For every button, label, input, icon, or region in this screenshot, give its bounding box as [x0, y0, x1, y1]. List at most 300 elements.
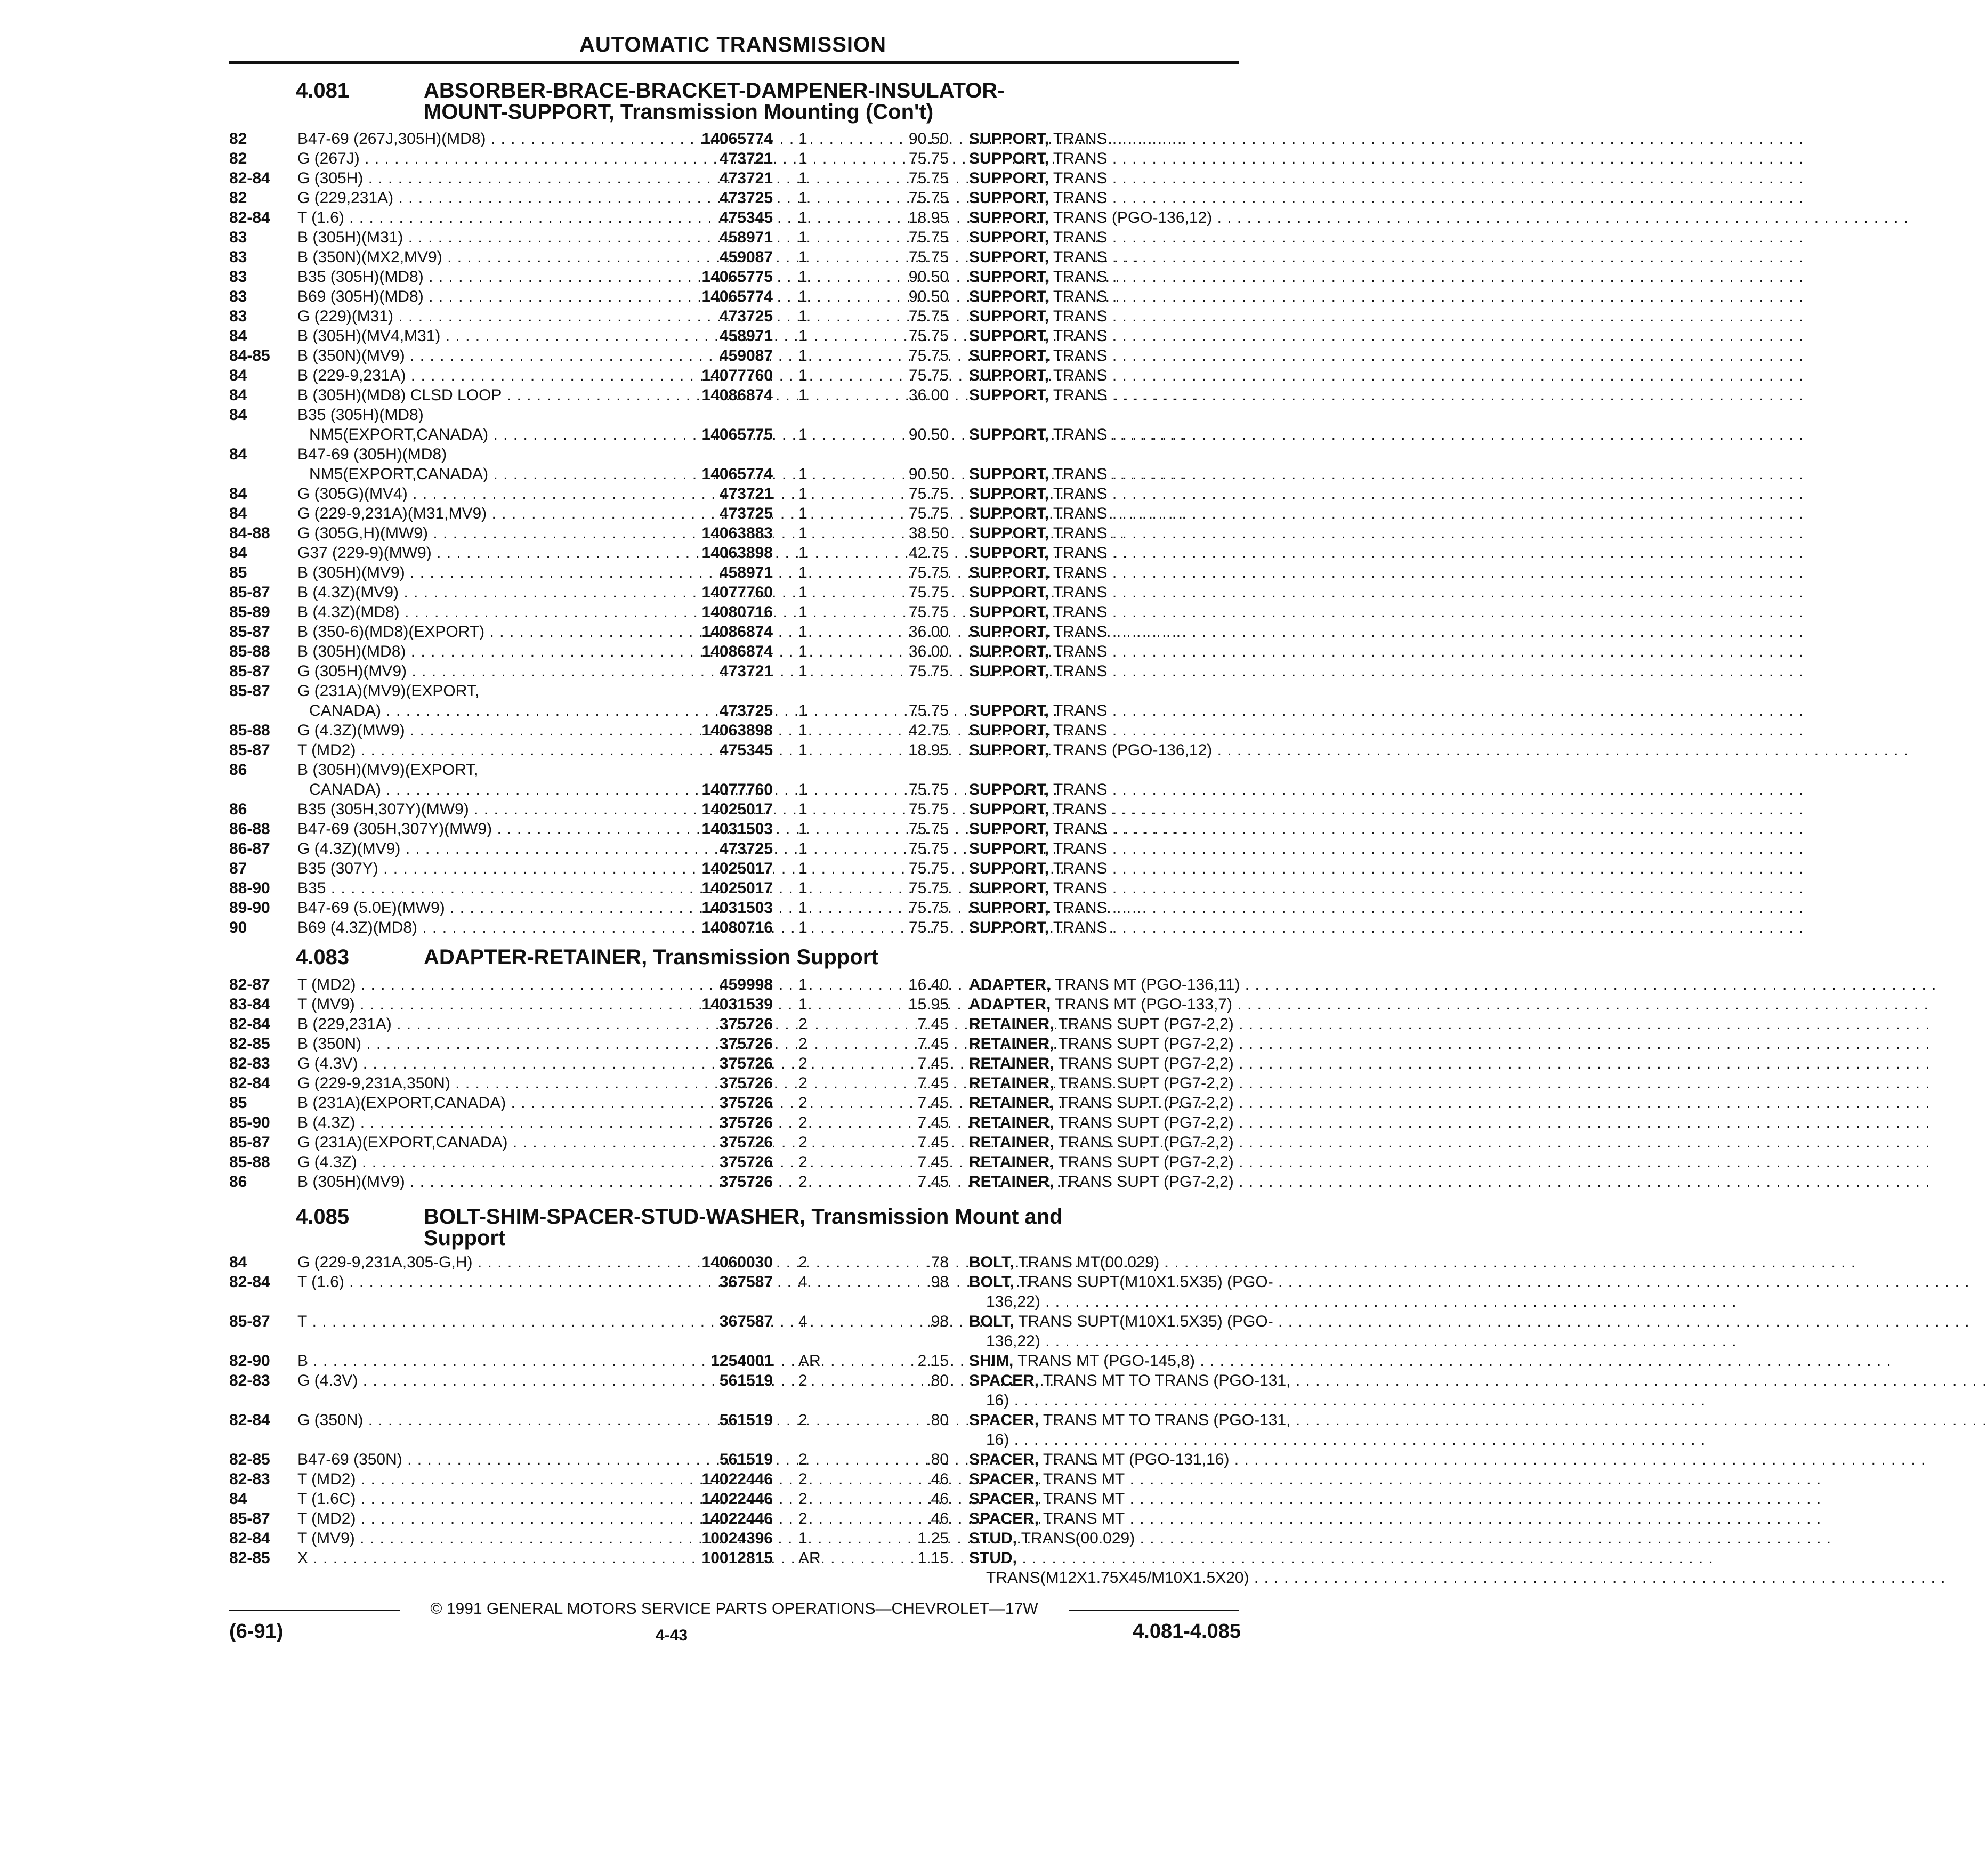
- model-year: 85: [229, 564, 247, 581]
- price: .46: [926, 1510, 949, 1527]
- part-number: 14065774: [701, 130, 773, 148]
- price: .80: [926, 1451, 949, 1468]
- table-row: [229, 1054, 1242, 1073]
- quantity: 2: [798, 1055, 807, 1072]
- part-description: [969, 247, 1242, 267]
- price: 7.45: [917, 1173, 949, 1191]
- quantity: 1: [798, 899, 807, 917]
- part-description-name: SUPPORT,: [969, 741, 1049, 759]
- quantity: 1: [798, 976, 807, 993]
- part-description-detail: TRANS: [1049, 268, 1108, 286]
- model-year: 82: [229, 130, 247, 148]
- model-year: 84: [229, 1490, 247, 1508]
- part-description: [969, 188, 1242, 208]
- quantity: 1: [798, 524, 807, 542]
- part-description-detail: TRANS: [1049, 130, 1108, 148]
- quantity: 2: [798, 1035, 807, 1053]
- part-description-name: SUPPORT,: [969, 189, 1049, 207]
- part-description-detail: TRANS SUPT (PG7-2,2): [1054, 1153, 1234, 1171]
- part-description-name: RETAINER,: [969, 1094, 1054, 1112]
- part-description: [969, 994, 1242, 1014]
- part-description: [969, 740, 1242, 760]
- model-application: B35 (305H,307Y)(MW9) . . .: [297, 799, 665, 819]
- part-description: [969, 1152, 1242, 1172]
- part-description-detail: TRANS: [1049, 623, 1108, 641]
- price: .80: [926, 1372, 949, 1389]
- quantity: 1: [798, 229, 807, 246]
- part-description-name: SUPPORT,: [969, 603, 1049, 621]
- quantity: 2: [798, 1510, 807, 1527]
- quantity: 2: [798, 1254, 807, 1271]
- table-row: [229, 326, 1242, 346]
- table-row: [229, 425, 1242, 444]
- quantity: 1: [798, 1530, 807, 1547]
- part-description: [969, 1489, 1242, 1509]
- part-number: 14063898: [701, 722, 773, 739]
- model-year: 86: [229, 1173, 247, 1191]
- model-year: 85-90: [229, 1114, 270, 1131]
- model-year: 84: [229, 446, 247, 463]
- part-description-detail: TRANS SUPT(M10X1.5X35) (PGO-: [1014, 1313, 1273, 1330]
- model-year: 85-87: [229, 1510, 270, 1527]
- price: 36.00: [908, 623, 949, 641]
- part-description-detail: TRANS: [1049, 722, 1108, 739]
- price: 90.50: [908, 465, 949, 483]
- price: 75.75: [908, 347, 949, 365]
- part-description-name: ADAPTER,: [969, 996, 1051, 1013]
- part-description-name: SUPPORT,: [969, 800, 1049, 818]
- part-description-detail: TRANS: [1049, 603, 1108, 621]
- part-description-detail: TRANS MT TO TRANS (PGO-131,: [1039, 1372, 1291, 1389]
- quantity: 1: [798, 781, 807, 798]
- model-year: 84: [229, 485, 247, 503]
- page-header-title: AUTOMATIC TRANSMISSION: [579, 33, 887, 56]
- model-year: 85-87: [229, 1313, 270, 1330]
- part-description-name: SUPPORT,: [969, 308, 1049, 325]
- part-description: [969, 975, 1242, 994]
- model-year: 84: [229, 327, 247, 345]
- price: 1.25: [917, 1530, 949, 1547]
- part-description: [969, 1450, 1242, 1469]
- quantity: 1: [798, 919, 807, 936]
- price: 36.00: [908, 643, 949, 660]
- model-year: 86: [229, 800, 247, 818]
- part-description-name: SUPPORT,: [969, 367, 1049, 384]
- part-description: [969, 622, 1242, 642]
- model-application: T (MD2) . . .: [297, 1509, 665, 1529]
- quantity: 1: [798, 741, 807, 759]
- model-application: B (231A)(EXPORT,CANADA) . . .: [297, 1093, 665, 1113]
- part-description-detail: TRANS: [1049, 564, 1108, 581]
- model-application: B (350N)(MV9) . . .: [297, 346, 665, 366]
- part-description-detail: TRANS: [1049, 643, 1108, 660]
- part-description-detail: TRANS SUPT (PG7-2,2): [1054, 1015, 1234, 1033]
- price: 7.45: [917, 1035, 949, 1053]
- part-description: [969, 267, 1242, 287]
- quantity: 1: [798, 702, 807, 719]
- part-description-name: SUPPORT,: [969, 564, 1049, 581]
- part-description: [969, 1351, 1242, 1371]
- part-description-detail: TRANS (PGO-136,12): [1049, 209, 1213, 227]
- part-description-detail: TRANS MT (PGO-145,8): [1013, 1352, 1195, 1370]
- model-year: 82-84: [229, 1273, 270, 1291]
- quantity: 1: [798, 662, 807, 680]
- part-description-detail: TRANS: [1049, 150, 1108, 167]
- part-number: 14031539: [701, 996, 773, 1013]
- model-year: 85-88: [229, 643, 270, 660]
- model-year: 82-84: [229, 1074, 270, 1092]
- part-description: [986, 1390, 1242, 1410]
- part-description-name: SPACER,: [969, 1411, 1039, 1429]
- part-number: 375726: [719, 1015, 773, 1033]
- model-application: T (1.6C) . . .: [297, 1489, 665, 1509]
- part-description-name: RETAINER,: [969, 1153, 1054, 1171]
- table-row: [229, 1272, 1273, 1292]
- part-number: 14065775: [701, 268, 773, 286]
- parts-table: [229, 975, 1242, 1192]
- table-row: [229, 681, 1242, 701]
- part-description-name: SUPPORT,: [969, 505, 1049, 522]
- table-row: [229, 780, 1242, 799]
- part-number: 473721: [719, 150, 773, 167]
- part-description-detail: TRANS MT TO TRANS (PGO-131,: [1039, 1411, 1291, 1429]
- part-number: 459087: [719, 248, 773, 266]
- part-description-name: RETAINER,: [969, 1114, 1054, 1131]
- part-description-detail: TRANS SUPT (PG7-2,2): [1054, 1114, 1234, 1131]
- part-description: [969, 306, 1242, 326]
- model-year: 85-87: [229, 741, 270, 759]
- quantity: 2: [798, 1074, 807, 1092]
- model-year: 85-88: [229, 722, 270, 739]
- part-number: 14077760: [701, 781, 773, 798]
- parts-table: [229, 1252, 1291, 1588]
- model-application: CANADA) . . .: [309, 780, 677, 799]
- part-description: [969, 366, 1242, 385]
- model-application: B35 . . .: [297, 878, 665, 898]
- table-row: [229, 287, 1242, 306]
- model-year: 86-87: [229, 840, 270, 858]
- model-application: G (267J) . . .: [297, 149, 665, 168]
- part-description-detail: TRANS: [1049, 465, 1108, 483]
- part-description-name: STUD,: [969, 1549, 1017, 1567]
- part-description: [969, 208, 1242, 228]
- model-year: 83: [229, 229, 247, 246]
- price: .98: [926, 1273, 949, 1291]
- model-year: 82-84: [229, 1015, 270, 1033]
- price: 75.75: [908, 248, 949, 266]
- model-year: 88-90: [229, 879, 270, 897]
- part-number: 14077760: [701, 584, 773, 601]
- part-description: [969, 228, 1242, 247]
- price: 75.75: [908, 860, 949, 877]
- part-number: 375726: [719, 1173, 773, 1191]
- price: 2.15: [917, 1352, 949, 1370]
- part-number: 10012815: [701, 1549, 773, 1567]
- part-description-detail: TRANS: [1049, 662, 1108, 680]
- table-row: [229, 484, 1242, 504]
- model-application: B (4.3Z)(MV9) . . .: [297, 583, 665, 602]
- part-description-detail: TRANS: [1049, 702, 1108, 719]
- table-row: [229, 642, 1242, 661]
- part-description-detail: TRANS: [1049, 584, 1108, 601]
- part-description: [986, 1430, 1242, 1450]
- price: 75.75: [908, 702, 949, 719]
- part-number: 14025017: [701, 860, 773, 877]
- part-description: [969, 1054, 1242, 1073]
- part-number: 14022446: [701, 1510, 773, 1527]
- part-number: 561519: [719, 1411, 773, 1429]
- part-number: 473725: [719, 189, 773, 207]
- table-row: [229, 1093, 1242, 1113]
- quantity: 1: [798, 996, 807, 1013]
- part-description: [969, 484, 1242, 504]
- part-number: 473721: [719, 662, 773, 680]
- model-application: B . . .: [297, 1351, 665, 1371]
- part-description-detail: TRANS SUPT (PG7-2,2): [1054, 1055, 1234, 1072]
- part-description-detail: TRANS: [1049, 919, 1108, 936]
- quantity: AR: [798, 1352, 821, 1370]
- table-row: [229, 799, 1242, 819]
- table-row: [229, 1312, 1273, 1331]
- part-description: [969, 1113, 1242, 1133]
- part-description: [969, 523, 1242, 543]
- quantity: 1: [798, 248, 807, 266]
- model-application: X . . .: [297, 1548, 665, 1568]
- model-application: B (305H)(MV9) . . .: [297, 1172, 665, 1192]
- model-year: 84: [229, 544, 247, 562]
- model-application: G (231A)(MV9)(EXPORT,: [297, 682, 480, 700]
- model-application: G (305G)(MV4) . . .: [297, 484, 665, 504]
- price: 16.40: [908, 976, 949, 993]
- table-row: [229, 543, 1242, 563]
- price: 7.45: [917, 1055, 949, 1072]
- table-row: [229, 1410, 1291, 1430]
- model-year: 84: [229, 406, 247, 424]
- model-application: B (229,231A) . . .: [297, 1014, 665, 1034]
- part-description-detail: TRANS: [1049, 781, 1108, 798]
- table-row: [229, 1489, 1242, 1509]
- quantity: 2: [798, 1094, 807, 1112]
- part-number: 375726: [719, 1094, 773, 1112]
- part-description-name: SPACER,: [969, 1372, 1039, 1389]
- quantity: 2: [798, 1134, 807, 1151]
- model-year: 82-85: [229, 1451, 270, 1468]
- quantity: 1: [798, 288, 807, 305]
- model-year: 82-83: [229, 1470, 270, 1488]
- model-year: 85-88: [229, 1153, 270, 1171]
- model-year: 84: [229, 367, 247, 384]
- price: 75.75: [908, 189, 949, 207]
- part-description: [969, 1312, 1273, 1331]
- part-description-detail: TRANS: [1049, 840, 1108, 858]
- table-row: [229, 701, 1242, 721]
- model-application: G (4.3V) . . .: [297, 1054, 665, 1073]
- model-year: 85-87: [229, 623, 270, 641]
- table-row: [229, 129, 1242, 149]
- part-description: [969, 1034, 1242, 1054]
- part-description: [969, 1014, 1242, 1034]
- quantity: 1: [798, 308, 807, 325]
- table-row: [229, 1469, 1242, 1489]
- section-number: 4.085: [296, 1205, 350, 1228]
- quantity: 1: [798, 386, 807, 404]
- part-description-detail: TRANS: [1049, 544, 1108, 562]
- table-row: [229, 464, 1242, 484]
- part-description-detail: TRANS MT (PGO-131,16): [1039, 1451, 1230, 1468]
- table-row: [229, 1390, 1242, 1410]
- price: 18.95: [908, 209, 949, 227]
- part-description-detail: TRANS: [1049, 248, 1108, 266]
- part-description-detail: TRANS MT: [1039, 1470, 1125, 1488]
- model-application: T (MV9) . . .: [297, 1529, 665, 1548]
- part-description: [969, 701, 1242, 721]
- part-number: 14063883: [701, 524, 773, 542]
- model-application: B47-69 (5.0E)(MW9) . . .: [297, 898, 665, 918]
- model-year: 82-90: [229, 1352, 270, 1370]
- model-application: G (4.3Z) . . .: [297, 1152, 665, 1172]
- part-description-name: SUPPORT,: [969, 485, 1049, 503]
- part-description-detail: TRANS: [1049, 189, 1108, 207]
- table-row: [229, 994, 1242, 1014]
- model-application: T (MV9) . . .: [297, 994, 665, 1014]
- model-year: 82-84: [229, 1530, 270, 1547]
- part-description-detail: TRANS SUPT(M10X1.5X35) (PGO-: [1014, 1273, 1273, 1291]
- model-application: B (350N) . . .: [297, 1034, 665, 1054]
- model-application: T (1.6) . . .: [297, 208, 665, 228]
- model-year: 89-90: [229, 899, 270, 917]
- model-application: G (229,231A) . . .: [297, 188, 665, 208]
- section-number: 4.081: [296, 79, 350, 102]
- table-row: [229, 622, 1242, 642]
- price: .46: [926, 1490, 949, 1508]
- price: 15.95: [908, 996, 949, 1013]
- quantity: 1: [798, 169, 807, 187]
- part-description-name: RETAINER,: [969, 1035, 1054, 1053]
- model-year: 83: [229, 248, 247, 266]
- price: 75.75: [908, 229, 949, 246]
- part-number: 14022446: [701, 1470, 773, 1488]
- section-title-line: MOUNT-SUPPORT, Transmission Mounting (Con't): [424, 100, 934, 124]
- part-number: 14031503: [701, 820, 773, 838]
- table-row: [229, 1430, 1242, 1450]
- part-description-detail: TRANS: [1049, 367, 1108, 384]
- price: 75.75: [908, 308, 949, 325]
- part-description: [969, 1529, 1242, 1548]
- quantity: 1: [798, 840, 807, 858]
- model-application: CANADA) . . .: [309, 701, 677, 721]
- part-description-name: SUPPORT,: [969, 899, 1049, 917]
- part-description: [969, 602, 1242, 622]
- model-application: NM5(EXPORT,CANADA) . . .: [309, 425, 677, 444]
- quantity: 1: [798, 623, 807, 641]
- table-row: [229, 247, 1242, 267]
- table-row: [229, 740, 1242, 760]
- quantity: 1: [798, 465, 807, 483]
- part-description-detail: TRANS: [1049, 327, 1108, 345]
- part-description: [969, 819, 1242, 839]
- price: 75.75: [908, 662, 949, 680]
- footer-rule: [1069, 1610, 1239, 1611]
- part-number: 14031503: [701, 899, 773, 917]
- part-number: 1254001: [710, 1352, 773, 1370]
- part-number: 458971: [719, 327, 773, 345]
- quantity: 1: [798, 603, 807, 621]
- part-description-name: SUPPORT,: [969, 860, 1049, 877]
- part-description: [969, 1133, 1242, 1152]
- part-number: 473721: [719, 169, 773, 187]
- table-row: [229, 1548, 1242, 1568]
- section-title-line: ABSORBER-BRACE-BRACKET-DAMPENER-INSULATOR-: [424, 79, 1005, 102]
- part-number: 458971: [719, 564, 773, 581]
- table-row: [229, 859, 1242, 878]
- model-application: G (305H) . . .: [297, 168, 665, 188]
- model-year: 85: [229, 1094, 247, 1112]
- model-application: T (MD2) . . .: [297, 1469, 665, 1489]
- part-description-name: SUPPORT,: [969, 229, 1049, 246]
- part-description-detail: TRANS: [1049, 860, 1108, 877]
- price: 75.75: [908, 800, 949, 818]
- part-description-detail: TRANS SUPT (PG7-2,2): [1054, 1134, 1234, 1151]
- quantity: 2: [798, 1015, 807, 1033]
- model-application: G (229-9,231A)(M31,MV9) . . .: [297, 504, 665, 523]
- section-title-line: ADAPTER-RETAINER, Transmission Support: [424, 945, 878, 969]
- section-title: [424, 80, 1245, 123]
- quantity: 2: [798, 1490, 807, 1508]
- part-description-detail: TRANS MT (PGO-133,7): [1051, 996, 1232, 1013]
- part-description: [969, 1371, 1291, 1390]
- part-description-detail: TRANS: [1049, 899, 1108, 917]
- quantity: 1: [798, 367, 807, 384]
- table-row: [229, 1034, 1242, 1054]
- price: 7.45: [917, 1134, 949, 1151]
- part-number: 14065774: [701, 465, 773, 483]
- footer-section-range: 4.081-4.085: [1133, 1620, 1241, 1643]
- table-row: [229, 1509, 1242, 1529]
- part-number: 475345: [719, 741, 773, 759]
- model-year: 84: [229, 386, 247, 404]
- model-year: 82-84: [229, 169, 270, 187]
- model-year: 87: [229, 860, 247, 877]
- part-description-detail: TRANS: [1049, 308, 1108, 325]
- part-description: [969, 661, 1242, 681]
- part-description-name: RETAINER,: [969, 1173, 1054, 1191]
- model-application: G37 (229-9)(MW9) . . .: [297, 543, 665, 563]
- model-year: 85-87: [229, 584, 270, 601]
- part-description-detail: TRANS SUPT (PG7-2,2): [1054, 1035, 1234, 1053]
- price: 42.75: [908, 544, 949, 562]
- footer-page-number: 4-43: [655, 1627, 688, 1644]
- price: .78: [926, 1254, 949, 1271]
- table-row: [229, 878, 1242, 898]
- part-description-detail: TRANS: [1049, 347, 1108, 365]
- price: 75.75: [908, 820, 949, 838]
- model-application: B47-69 (267J,305H)(MD8) . . .: [297, 129, 665, 149]
- part-number: 14060030: [701, 1254, 773, 1271]
- part-description-detail: TRANS: [1049, 386, 1108, 404]
- quantity: 1: [798, 722, 807, 739]
- model-year: 84-88: [229, 524, 270, 542]
- table-row: [229, 168, 1242, 188]
- model-year: 84-85: [229, 347, 270, 365]
- table-row: [229, 975, 1242, 994]
- table-row: [229, 1331, 1242, 1351]
- quantity: 1: [798, 268, 807, 286]
- table-row: [229, 839, 1242, 859]
- model-application: G (4.3V) . . .: [297, 1371, 665, 1390]
- model-year: 82-85: [229, 1549, 270, 1567]
- quantity: 2: [798, 1114, 807, 1131]
- part-number: 375726: [719, 1134, 773, 1151]
